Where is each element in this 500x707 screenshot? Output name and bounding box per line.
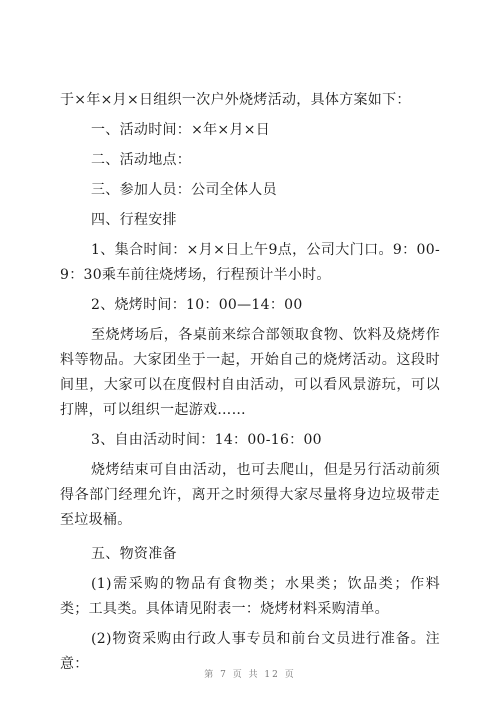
document-body bbox=[60, 88, 440, 677]
itinerary-free-time: 3、自由活动时间：14：00-16：00 bbox=[91, 432, 322, 448]
section-itinerary-heading: 四、行程安排 bbox=[91, 212, 177, 228]
section-activity-location: 二、活动地点： bbox=[91, 152, 192, 168]
itinerary-bbq-time: 2、烧烤时间：10：00—14：00 bbox=[91, 297, 303, 313]
section-participants: 三、参加人员：公司全体人员 bbox=[91, 182, 277, 198]
bbq-description-paragraph: 至烧烤场后，各桌前来综合部领取食物、饮料及烧烤作料等物品。大家团坐于一起，开始自己的烧烤活动。这段时间里，大家可以在度假村自由活动，可以看风景游玩，可以打牌，可以组织一起游戏…… bbox=[60, 327, 440, 418]
intro-paragraph: 于×年×月×日组织一次户外烧烤活动，具体方案如下： bbox=[60, 92, 411, 108]
page-number-footer: 第 7 页 共 12 页 bbox=[204, 670, 296, 680]
section-activity-time: 一、活动时间：×年×月×日 bbox=[91, 122, 271, 138]
supplies-item-1: (1)需采购的物品有食物类；水果类；饮品类；作料类；工具类。具体请见附表一：烧烤材料采购清单。 bbox=[60, 576, 440, 617]
itinerary-gathering-time: 1、集合时间：×月×日上午9点，公司大门口。9：00-9：30乘车前往烧烤场，行程预计半小时。 bbox=[60, 242, 440, 283]
free-time-description-paragraph: 烧烤结束可自由活动，也可去爬山，但是另行活动前须得各部门经理允许，离开之时须得大家尽量将身边垃圾带走至垃圾桶。 bbox=[60, 462, 440, 528]
supplies-item-2: (2)物资采购由行政人事专员和前台文员进行准备。注意： bbox=[60, 631, 440, 672]
section-supplies-heading: 五、物资准备 bbox=[91, 546, 177, 562]
